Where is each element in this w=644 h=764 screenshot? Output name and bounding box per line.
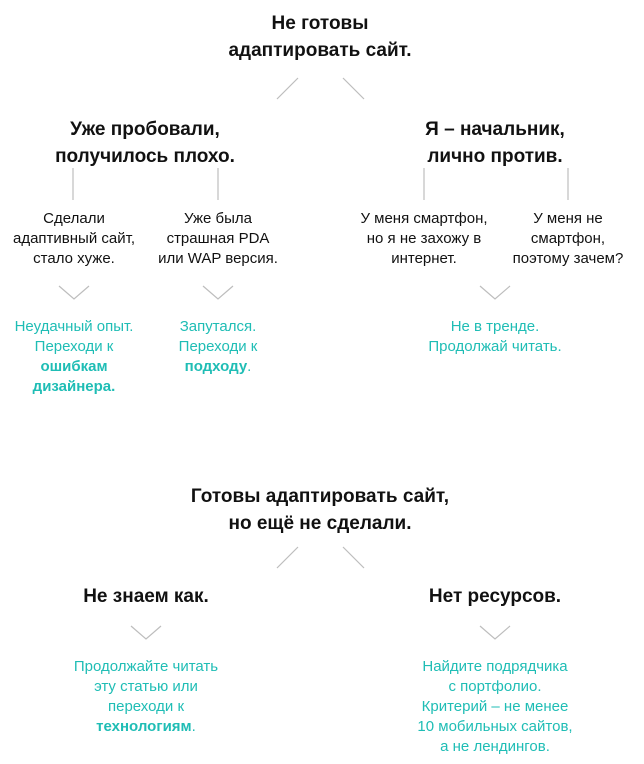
bottom-title: Готовы адаптировать сайт, но ещё не сделали. [190,486,450,534]
design-mistakes-link-cont[interactable]: дизайнера [32,378,112,395]
chevron-down-icon [131,626,161,639]
connector-top-left [277,78,298,99]
chevron-down-icon [203,286,233,299]
left-branch-title: Уже пробовали, получилось плохо. [55,119,235,167]
advice-not-trendy: Не в тренде. Продолжай читать. [428,318,562,355]
case-pda-wap: Уже была страшная PDA или WAP версия. [158,210,278,267]
case-no-smartphone: У меня не смартфон, поэтому зачем? [512,210,624,267]
dont-know-how-title: Не знаем как. [83,586,209,607]
approach-link[interactable]: подходу [184,358,248,375]
no-resources-title: Нет ресурсов. [428,586,562,607]
case-smartphone-no-internet: У меня смартфон, но я не захожу в интернет. [360,210,488,267]
case-bad-adaptive: Сделали адаптивный сайт, стало хуже. [13,210,135,267]
top-title: Не готовы адаптировать сайт. [228,13,412,61]
advice-design-mistakes: Неудачный опыт. Переходи к ошибкам дизайнера. [0,317,148,397]
connector-bottom-left [277,547,298,568]
advice-find-contractor: Найдите подрядчика с портфолио. Критерий – не менее 10 мобильных сайтов, а не лендингов. [417,658,573,755]
advice-technologies: Продолжайте читать эту статью или переходи к технологиям. [73,658,219,735]
connector-top-right [343,78,364,99]
technologies-link[interactable]: технологиям [96,718,192,735]
chevron-down-icon [480,626,510,639]
chevron-down-icon [480,286,510,299]
advice-approach: Запутался. Переходи к подходу. [178,318,258,375]
right-branch-title: Я – начальник, лично против. [425,119,565,167]
connector-bottom-right [343,547,364,568]
chevron-down-icon [59,286,89,299]
design-mistakes-link[interactable]: ошибкам [40,358,108,375]
